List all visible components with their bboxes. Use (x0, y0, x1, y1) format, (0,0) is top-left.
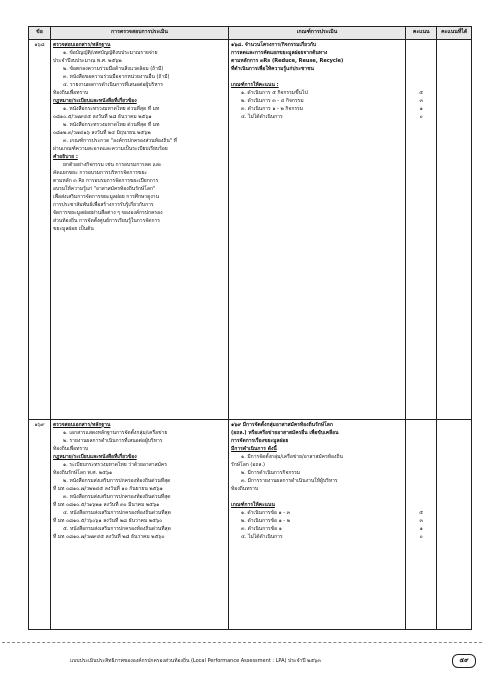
process-line: ท้องถิ่นเพื่อทราบ (52, 446, 89, 452)
process-line: คัดแยกขยะ การอบรมการบริหารจัดการขยะ (52, 170, 147, 176)
score-value (408, 41, 434, 49)
score-value (408, 469, 434, 477)
score-value: ๐ (419, 114, 423, 120)
row-number: ๑๖๘ (29, 40, 51, 420)
process-line: ๓. หนังสือขอความร่วมมือจากหน่วยงานอื่น (ถ้ามี) (62, 74, 170, 80)
process-line: ๔. หนังสือกรมส่งเสริมการปกครองท้องถิ่นด่วนที่สุด (62, 510, 171, 516)
criteria-cell (229, 420, 406, 630)
score-value (408, 461, 434, 469)
process-line: อบรมให้ความรู้แก่ "อาสาสมัครท้องถิ่นรักษ์โลก" (52, 186, 156, 192)
criteria-line: เกณฑ์การให้คะแนน : (231, 82, 279, 88)
row-number: ๑๖๙ (29, 420, 51, 630)
process-line: ๐๘๑๒.๓/ว๗๔๑๖ ลงวันที่ ๒๔ มิถุนายน ๒๕๖๒ (52, 130, 151, 136)
page-footer (70, 654, 476, 668)
score-cell (406, 420, 437, 630)
criteria-line (231, 73, 403, 81)
process-line: ๓. หนังสือกรมส่งเสริมการปกครองท้องถิ่นด่วนที่สุด (62, 494, 171, 500)
footer-title: แบบประเมินประสิทธิภาพขององค์กรปกครองส่วนท้องถิ่น (Local Performance Assessment : LPA) ประจำปี ๒๕๖๓ (70, 658, 321, 664)
criteria-line: เกณฑ์การให้คะแนน (231, 502, 275, 508)
process-line: ตรวจสอบเอกสาร/หลักฐาน (52, 42, 111, 48)
table-header-row (29, 27, 472, 40)
table-row (29, 40, 472, 420)
criteria-line: การลดและการคัดแยกขยะมูลฝอยจากต้นทาง (231, 50, 328, 56)
process-line: ตรวจสอบเอกสาร/หลักฐาน (52, 422, 111, 428)
process-line: ที่ มท ๐๘๑๐.๗/ว๒๒๔๕ ลงวันที่ ๑๐ กันยายน ๒๕๖๑ (52, 486, 163, 492)
criteria-line: ๒. ดำเนินการ ๓ - ๔ กิจกรรม (241, 98, 304, 104)
criteria-line: (อถล.) หรือเครือข่ายอาสาสมัครอื่น เพื่อขับเคลื่อน (231, 430, 339, 436)
process-line: ตามหลัก ๓ Rs การอบรมการจัดการขยะเปียกการ (52, 178, 159, 184)
header-process: การตรวจสอบการประเมิน (50, 27, 228, 40)
process-line: ๒. รายงานผลการดำเนินการที่เสนอต่อผู้บริหาร (62, 438, 163, 444)
criteria-line: ๑. ดำเนินการ ๕ กิจกรรมขึ้นไป (241, 90, 308, 96)
process-line: ๑. หนังสือกระทรวงมหาดไทย ด่วนที่สุด ที่ มท (62, 106, 160, 112)
criteria-line: ๑๖๙ มีการจัดตั้งกลุ่มอาสาสมัครท้องถิ่นรักษ์โลก (231, 422, 333, 428)
criteria-line: ที่ดำเนินการเพื่อให้ความรู้แก่ประชาชน (231, 66, 314, 72)
process-line: ๒. หนังสือกรมส่งเสริมการปกครองท้องถิ่นด่วนที่สุด (62, 478, 171, 484)
table-row (29, 420, 472, 630)
criteria-line: ๔. ไม่ได้ดำเนินการ (241, 534, 283, 540)
process-line: ท้องถิ่นรักษ์โลก พ.ศ. ๒๕๖๑ (52, 470, 113, 476)
obtained-cell (437, 40, 472, 420)
process-line: ๐๘๑๐.๕/ว๗๙๔๕ ลงวันที่ ๒๘ ธันวาคม ๒๕๖๑ (52, 114, 152, 120)
process-line: ท้องถิ่นเพื่อทราบ (52, 90, 89, 96)
score-value (408, 437, 434, 445)
criteria-line: ๒. มีการดำเนินการกิจกรรม (241, 470, 301, 476)
page-number: ๕๙ (452, 654, 476, 668)
header-score: คะแนน (406, 27, 437, 40)
process-line: ที่ มท ๐๘๑๐.๕/ว๖๐๖๑ ลงวันที่ ๒๘ ธันวาคม ๒๕๖๐ (52, 518, 163, 524)
score-value (408, 485, 434, 493)
score-value: ๕ (419, 90, 424, 96)
criteria-line: การจัดการเรื่องขยะมูลฝอย (231, 438, 289, 444)
score-value (408, 429, 434, 437)
process-line: ที่ มท ๐๘๑๐.๕/ว๑๖๒๑ ลงวันที่ ๓๐ มีนาคม ๒๕๖๑ (52, 502, 160, 508)
score-value (408, 501, 434, 509)
score-value (408, 73, 434, 81)
criteria-line: ๑. มีการจัดตั้งกลุ่ม/เครือข่าย/อาสาสมัครท้องถิ่น (241, 454, 343, 460)
score-value: ๓ (419, 518, 423, 524)
score-value: ๕ (419, 510, 424, 516)
score-value (408, 81, 434, 89)
process-line: การประชาสัมพันธ์เพื่อสร้างการรับรู้เกี่ยวกับการ (52, 202, 154, 208)
header-criteria: เกณฑ์การประเมิน (229, 27, 406, 40)
score-value (408, 421, 434, 429)
process-line: คำอธิบาย : (52, 154, 78, 160)
score-value: ๑ (419, 106, 423, 112)
process-line: ๑. ระเบียบกระทรวงมหาดไทย ว่าด้วยอาสาสมัคร (62, 462, 167, 468)
criteria-cell (229, 40, 406, 420)
criteria-line: รักษ์โลก (อถล.) (231, 462, 265, 468)
criteria-line: ๑๖๘. จำนวนโครงการ/กิจกรรมเกี่ยวกับ (231, 42, 317, 48)
score-value (408, 49, 434, 57)
process-line: ๑. ข้อบัญญัติ/เทศบัญญัติงบประมาณรายจ่าย (62, 50, 158, 56)
score-value (408, 493, 434, 501)
score-value (408, 57, 434, 65)
process-cell (50, 40, 228, 420)
process-line: ที่ มท ๐๘๑๐.๗/ว๗๙๔๕ ลงวันที่ ๒๘ ธันวาคม ๒๕๖๐ (52, 534, 165, 540)
score-value: ๓ (419, 98, 423, 104)
process-line: ผ่านเกณฑ์ความสะอาดและความเป็นระเบียบเรียบร้อย (52, 146, 168, 152)
process-line: ๒. ข้อตกลงความร่วมมือด้านสิ่งแวดล้อม (ถ้ามี) (62, 66, 164, 72)
process-line: ๒. หนังสือกระทรวงมหาดไทย ด่วนที่สุด ที่ มท (62, 122, 160, 128)
criteria-line: ๒. ดำเนินการข้อ ๑ - ๒ (241, 518, 291, 524)
process-line: ยกตัวอย่างกิจกรรม เช่น การอบรมการลด และ (62, 162, 162, 168)
obtained-cell (437, 420, 472, 630)
criteria-line: ตามหลักการ ๓Rs (Reduce, Reuse, Recycle) (231, 58, 344, 64)
process-line: ๕. หนังสือกรมส่งเสริมการปกครองท้องถิ่นด่วนที่สุด (62, 526, 171, 532)
score-value (408, 453, 434, 461)
process-line: กฎหมาย/ระเบียบและหนังสือที่เกี่ยวข้อง (52, 454, 137, 460)
assessment-page (28, 26, 472, 634)
footer-divider (2, 642, 482, 643)
process-line: กฎหมาย/ระเบียบและหนังสือที่เกี่ยวข้อง (52, 98, 137, 104)
header-no: ข้อ (29, 27, 51, 40)
criteria-line: ๓. มีการรายงานผลการดำเนินงานให้ผู้บริหาร (241, 478, 338, 484)
score-value (408, 65, 434, 73)
criteria-line: ๑. ดำเนินการข้อ ๑ - ๓ (241, 510, 291, 516)
criteria-line: ๓. ดำเนินการ ๑ - ๒ กิจกรรม (241, 106, 304, 112)
process-line: ๑. เอกสารแสดงหลักฐานการจัดตั้งกลุ่ม/เครือข่าย (62, 430, 168, 436)
score-value: ๐ (419, 534, 423, 540)
assessment-table (28, 26, 472, 630)
process-cell (50, 420, 228, 630)
score-cell (406, 40, 437, 420)
score-value (408, 477, 434, 485)
criteria-line: ๓. ดำเนินการข้อ ๑ (241, 526, 282, 532)
score-value (408, 445, 434, 453)
process-line: ขยะมูลฝอย เป็นต้น (52, 226, 94, 232)
process-line: ๓. เกณฑ์การประกวด "องค์กรปกครองส่วนท้องถิ่น" ที่ (62, 138, 177, 144)
process-line: จัดการขยะมูลฝอยผ่านสื่อต่าง ๆ ขององค์กรปกครอง (52, 210, 163, 216)
criteria-line: ๔. ไม่ได้ดำเนินการ (241, 114, 283, 120)
process-line: ๔. รายงานผลการดำเนินการที่เสนอต่อผู้บริหาร (62, 82, 163, 88)
process-line: เพื่อส่งเสริมการจัดการขยะมูลฝอย การศึกษาดูงาน (52, 194, 160, 200)
criteria-line: มีการดำเนินการ ดังนี้ (231, 446, 277, 452)
score-value: ๑ (419, 526, 423, 532)
process-line: ประจำปีงบประมาณ พ.ศ. ๒๕๖๒ (52, 58, 122, 64)
process-line: ส่วนท้องถิ่น การจัดตั้งศูนย์การเรียนรู้ในการจัดการ (52, 218, 160, 224)
criteria-line: ท้องถิ่นทราบ (231, 486, 259, 492)
header-obtained: คะแนนที่ได้ (437, 27, 472, 40)
criteria-line (231, 493, 403, 501)
